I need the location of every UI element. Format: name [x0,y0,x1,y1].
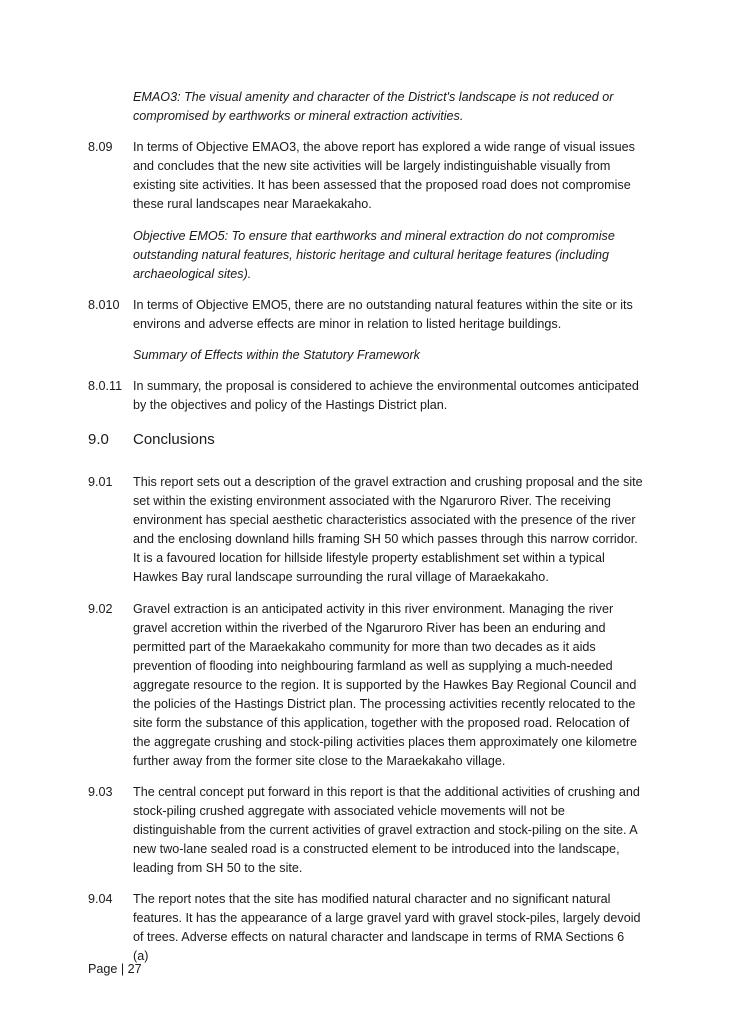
section-title: Conclusions [133,431,215,448]
text-line: and concludes that the new site activities will be largely indistinguishable visually from [133,159,611,173]
quote-line: EMAO3: The visual amenity and character of the District's landscape is not reduced or [133,90,614,104]
text-line: stock-piling crushed aggregate with associated vehicle movements will not be [133,804,565,818]
paragraph-number: 8.0.11 [88,379,123,393]
text-line: the aggregate crushing and stock-piling activities places them approximately one kilometre [133,735,638,749]
text-line: by the objectives and policy of the Hastings District plan. [133,398,448,412]
text-line: In terms of Objective EMAO3, the above report has explored a wide range of visual issues [133,140,635,154]
text-line: existing site activities. It has been assessed that the proposed road does not compromise [133,178,631,192]
paragraph-number: 8.09 [88,140,113,154]
quote-line: outstanding natural features, historic heritage and cultural heritage features (including [133,248,610,262]
text-line: leading from SH 50 to the site. [133,861,303,875]
paragraph-number: 9.03 [88,785,113,799]
paragraph-text [133,138,643,214]
text-line: In terms of Objective EMO5, there are no outstanding natural features within the site or its [133,298,633,312]
paragraph-text [133,783,643,878]
text-line: It is a favoured location for hillside lifestyle property establishment set within a typical [133,551,605,565]
quote-line: Objective EMO5: To ensure that earthworks and mineral extraction do not compromise [133,229,615,243]
text-line: permitted part of the Maraekakaho community for more than two decades as it aids [133,640,596,654]
text-line: This report sets out a description of the gravel extraction and crushing proposal and the site [133,475,643,489]
text-line: features. It has the appearance of a large gravel yard with gravel stock-piles, largely devoid [133,911,641,925]
text-line: and the enclosing downland hills framing SH 50 which passes through this narrow corridor. [133,532,638,546]
objective-emo5-quote [133,227,633,284]
text-line: The report notes that the site has modified natural character and no significant natural [133,892,611,906]
text-line: these rural landscapes near Maraekakaho. [133,197,372,211]
paragraph-text [133,473,643,587]
objective-emao3-quote [133,88,633,126]
paragraph-number: 8.010 [88,298,120,312]
paragraph-text [133,377,643,415]
text-line: In summary, the proposal is considered to achieve the environmental outcomes anticipated [133,379,639,393]
text-line: distinguishable from the current activities of gravel extraction and stock-piling on the site. A [133,823,638,837]
text-line: Hawkes Bay rural landscape surrounding the rural village of Maraekakaho. [133,570,549,584]
paragraph-number: 9.02 [88,602,113,616]
text-line: The central concept put forward in this report is that the additional activities of crushing and [133,785,640,799]
text-line: of trees. Adverse effects on natural character and landscape in terms of RMA Sections 6 (a) [133,930,625,963]
page-number: Page | 27 [88,962,142,976]
paragraph-number: 9.01 [88,475,113,489]
text-line: site form the substance of this application, together with the proposed road. Relocation of [133,716,630,730]
text-line: Gravel extraction is an anticipated activity in this river environment. Managing the river [133,602,614,616]
text-line: environment has special aesthetic characteristics associated with the presence of the river [133,513,636,527]
quote-line: compromised by earthworks or mineral extraction activities. [133,109,464,123]
text-line: aggregate resource to the region. It is supported by the Hawkes Bay Regional Council and [133,678,637,692]
paragraph-text [133,600,643,771]
text-line: set within the existing environment associated with the Ngaruroro River. The receiving [133,494,611,508]
paragraph-text [133,890,643,966]
section-number: 9.0 [88,431,109,448]
text-line: new two-lane sealed road is a constructed element to be introduced into the landscape, [133,842,620,856]
text-line: environs and adverse effects are minor in relation to listed heritage buildings. [133,317,562,331]
section-heading [88,430,215,449]
subheading-text: Summary of Effects within the Statutory Framework [133,348,420,362]
text-line: further away from the former site close to the Maraekakaho village. [133,754,506,768]
text-line: the policies of the Hastings District plan. The processing activities recently relocated to the [133,697,636,711]
summary-subheading [133,346,633,365]
text-line: gravel accretion within the riverbed of the Ngaruroro River has been an enduring and [133,621,606,635]
text-line: prevention of flooding into neighbouring farmland as well as supplying a much-needed [133,659,613,673]
page-footer [88,960,142,979]
paragraph-text [133,296,643,334]
quote-line: archaeological sites). [133,267,252,281]
paragraph-number: 9.04 [88,892,113,906]
